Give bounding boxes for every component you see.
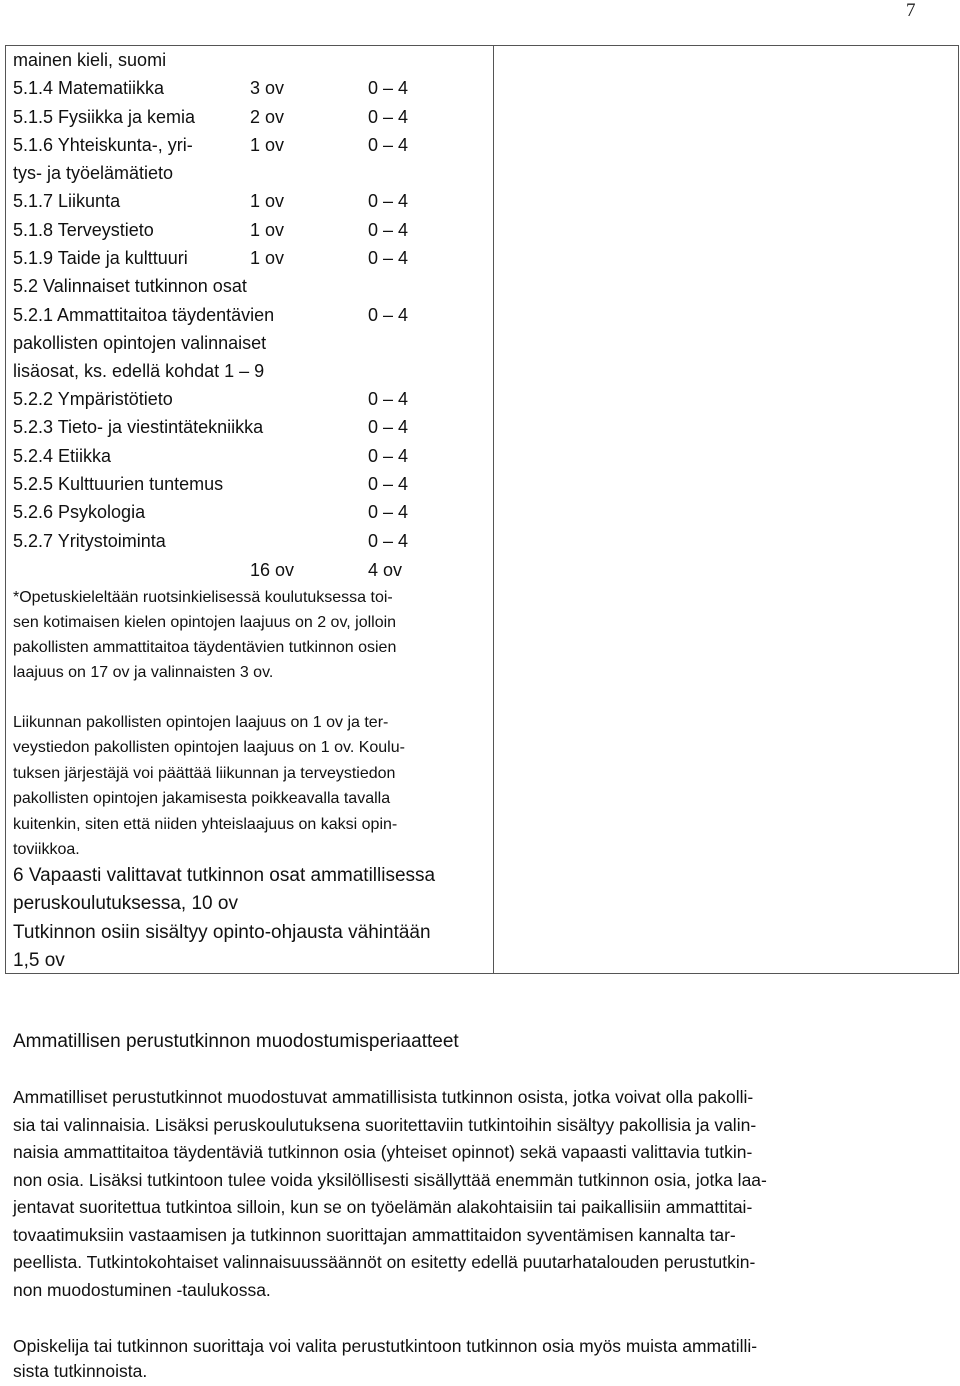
page-number: 7 xyxy=(906,0,916,21)
total-ov: 16 ov xyxy=(250,560,295,580)
row-label: 5.2.1 Ammattitaitoa täydentävien xyxy=(13,305,275,325)
paragraph-line: sia tai valinnaisia. Lisäksi peruskoulutuksena suoritettaviin tutkintoihin sisältyy pakollisia ja valin- xyxy=(13,1115,757,1135)
row-label: pakollisten opintojen valinnaiset xyxy=(13,333,267,353)
row-label: 5.1.5 Fysiikka ja kemia xyxy=(13,107,196,127)
row-ov: 1 ov xyxy=(250,135,285,155)
row-range: 0 – 4 xyxy=(368,107,409,127)
note-line: Liikunnan pakollisten opintojen laajuus on 1 ov ja ter- xyxy=(13,714,389,731)
note-line: *Opetuskieleltään ruotsinkielisessä koulutuksessa toi- xyxy=(13,589,393,606)
section6-line: peruskoulutuksessa, 10 ov xyxy=(13,893,238,914)
row-range: 0 – 4 xyxy=(368,191,409,211)
note-line: toviikkoa. xyxy=(13,841,80,858)
paragraph-line: sista tutkinnoista. xyxy=(13,1361,148,1381)
row-label: 5.2.3 Tieto- ja viestintätekniikka xyxy=(13,417,264,437)
note-line: pakollisten opintojen jakamisesta poikkeavalla tavalla xyxy=(13,790,391,807)
row-label: lisäosat, ks. edellä kohdat 1 – 9 xyxy=(13,361,265,381)
row-label: tys- ja työelämätieto xyxy=(13,163,174,183)
table-right-border xyxy=(958,45,959,974)
table-left-border xyxy=(5,45,6,974)
row-range: 0 – 4 xyxy=(368,135,409,155)
note-line: pakollisten ammattitaitoa täydentävien tutkinnon osien xyxy=(13,639,397,656)
section-heading: Ammatillisen perustutkinnon muodostumisperiaatteet xyxy=(13,1031,459,1052)
row-label: 5.1.9 Taide ja kulttuuri xyxy=(13,248,188,268)
row-ov: 1 ov xyxy=(250,191,285,211)
row-label: 5.1.8 Terveystieto xyxy=(13,220,154,240)
row-label: 5.2.7 Yritystoiminta xyxy=(13,531,166,551)
table-top-border-right xyxy=(493,45,959,46)
row-range: 0 – 4 xyxy=(368,502,409,522)
paragraph-line: non osia. Lisäksi tutkintoon tulee voida yksilöllisesti sisällyttää enemmän tutkinnon osia, jotka laa- xyxy=(13,1170,767,1190)
paragraph-line: Ammatilliset perustutkinnot muodostuvat ammatillisista tutkinnon osista, jotka voivat olla pakolli- xyxy=(13,1087,754,1107)
note-line: sen kotimaisen kielen opintojen laajuus on 2 ov, jolloin xyxy=(13,614,397,631)
paragraph-line: non muodostuminen -taulukossa. xyxy=(13,1280,271,1300)
row-label: mainen kieli, suomi xyxy=(13,50,167,70)
row-range: 0 – 4 xyxy=(368,531,409,551)
section6-line: Tutkinnon osiin sisältyy opinto-ohjausta vähintään xyxy=(13,922,431,943)
note-line: laajuus on 17 ov ja valinnaisten 3 ov. xyxy=(13,664,274,681)
row-range: 0 – 4 xyxy=(368,389,409,409)
section6-line: 1,5 ov xyxy=(13,950,65,971)
row-label: 5.2.2 Ympäristötieto xyxy=(13,389,173,409)
row-label: 5.2.6 Psykologia xyxy=(13,502,146,522)
row-range: 0 – 4 xyxy=(368,446,409,466)
paragraph-line: jentavat suoritettua tutkintoa silloin, kun se on työelämän alakohtaisiin tai paikallisiin ammattitai- xyxy=(13,1197,753,1217)
row-range: 0 – 4 xyxy=(368,220,409,240)
row-range: 0 – 4 xyxy=(368,305,409,325)
row-label: 5.1.6 Yhteiskunta-, yri- xyxy=(13,135,193,155)
note-line: tuksen järjestäjä voi päättää liikunnan ja terveystiedon xyxy=(13,765,396,782)
row-label: 5.2 Valinnaiset tutkinnon osat xyxy=(13,276,247,296)
row-ov: 2 ov xyxy=(250,107,285,127)
paragraph-line: Opiskelija tai tutkinnon suorittaja voi valita perustutkintoon tutkinnon osia myös muista ammatilli- xyxy=(13,1336,758,1356)
section6-line: 6 Vapaasti valittavat tutkinnon osat ammatillisessa xyxy=(13,865,436,886)
paragraph-line: peellista. Tutkintokohtaiset valinnaisuussäännöt on esitetty edellä puutarhatalouden perustutkin- xyxy=(13,1252,756,1272)
row-label: 5.2.5 Kulttuurien tuntemus xyxy=(13,474,224,494)
paragraph-line: tovaatimuksiin vastaamisen ja tutkinnon suorittajan ammattitaidon syventämisen kannalta tar- xyxy=(13,1225,736,1245)
row-label: 5.1.4 Matematiikka xyxy=(13,78,165,98)
row-label: 5.1.7 Liikunta xyxy=(13,191,121,211)
row-ov: 1 ov xyxy=(250,220,285,240)
total-range: 4 ov xyxy=(368,560,403,580)
row-ov: 3 ov xyxy=(250,78,285,98)
table-middle-border xyxy=(493,45,494,974)
row-ov: 1 ov xyxy=(250,248,285,268)
paragraph-line: naisia ammattitaitoa täydentäviä tutkinnon osia (yhteiset opinnot) sekä vapaasti valittavia tutkin- xyxy=(13,1142,753,1162)
table-bottom-border xyxy=(5,973,959,974)
row-label: 5.2.4 Etiikka xyxy=(13,446,112,466)
row-range: 0 – 4 xyxy=(368,417,409,437)
note-line: veystiedon pakollisten opintojen laajuus on 1 ov. Koulu- xyxy=(13,739,405,756)
row-range: 0 – 4 xyxy=(368,474,409,494)
note-line: kuitenkin, siten että niiden yhteislaajuus on kaksi opin- xyxy=(13,816,398,833)
row-range: 0 – 4 xyxy=(368,248,409,268)
row-range: 0 – 4 xyxy=(368,78,409,98)
